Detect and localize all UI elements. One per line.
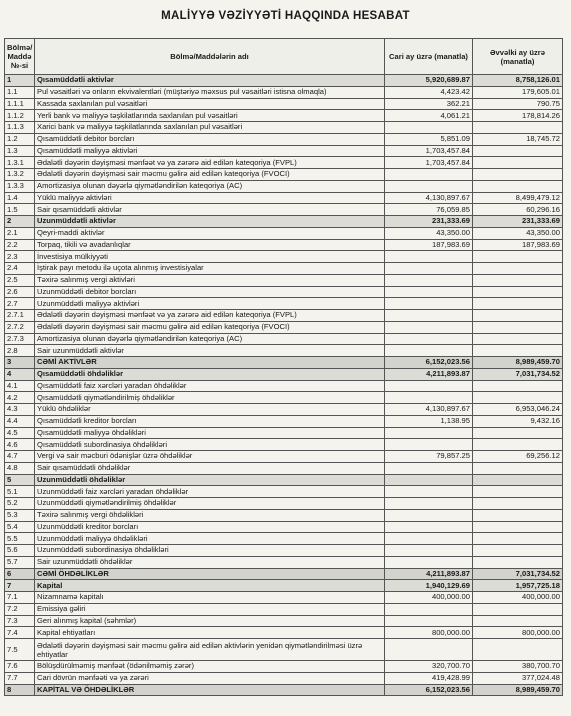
table-row (5, 639, 563, 661)
row-previous-value (473, 521, 563, 533)
table-row (5, 122, 563, 134)
row-previous-value: 9,432.16 (473, 415, 563, 427)
table-row (5, 75, 563, 87)
row-name: Xarici bank və maliyyə təşkilatlarında saxlanılan pul vəsaitləri (35, 122, 385, 134)
table-row (5, 486, 563, 498)
row-name: Uzunmüddətli maliyyə öhdəlikləri (35, 533, 385, 545)
row-current-value (385, 603, 473, 615)
row-code: 7.2 (5, 603, 35, 615)
table-row (5, 286, 563, 298)
row-previous-value (473, 122, 563, 134)
table-row (5, 357, 563, 369)
row-name: Qısamüddətli maliyyə öhdəlikləri (35, 427, 385, 439)
row-previous-value: 6,953,046.24 (473, 404, 563, 416)
row-name: Uzunmüddətli öhdəliklər (35, 474, 385, 486)
header-name: Bölmə/Maddələrin adı (35, 39, 385, 75)
row-name: Nizamnamə kapitalı (35, 592, 385, 604)
row-name: Yüklü öhdəliklər (35, 404, 385, 416)
row-current-value: 43,350.00 (385, 227, 473, 239)
row-previous-value (473, 145, 563, 157)
row-name: CƏMİ ÖHDƏLİKLƏR (35, 568, 385, 580)
row-code: 5.5 (5, 533, 35, 545)
row-code: 2.7 (5, 298, 35, 310)
table-row (5, 321, 563, 333)
table-row (5, 462, 563, 474)
row-current-value: 1,138.95 (385, 415, 473, 427)
table-row (5, 661, 563, 673)
row-previous-value: 179,605.01 (473, 86, 563, 98)
row-name: Uzunmüddətli qiymətləndirilmiş öhdəliklər (35, 498, 385, 510)
row-code: 2 (5, 216, 35, 228)
row-previous-value (473, 274, 563, 286)
row-previous-value (473, 639, 563, 661)
row-name: Uzunmüddətli debitor borcları (35, 286, 385, 298)
row-current-value: 79,857.25 (385, 451, 473, 463)
row-code: 5.1 (5, 486, 35, 498)
row-current-value (385, 169, 473, 181)
row-name: Təxirə salınmış vergi öhdəlikləri (35, 509, 385, 521)
row-code: 2.5 (5, 274, 35, 286)
row-previous-value: 7,031,734.52 (473, 368, 563, 380)
row-current-value: 6,152,023.56 (385, 684, 473, 696)
row-name: Ədalətli dəyərin dəyişməsi sair məcmu gəlirə aid edilən kateqoriya (FVOCI) (35, 321, 385, 333)
row-code: 8 (5, 684, 35, 696)
row-current-value (385, 639, 473, 661)
table-row (5, 545, 563, 557)
row-name: Qısamüddətli maliyyə aktivləri (35, 145, 385, 157)
row-previous-value (473, 533, 563, 545)
row-previous-value (473, 486, 563, 498)
row-current-value (385, 392, 473, 404)
row-code: 1.3.3 (5, 180, 35, 192)
header-previous-month: Əvvəlki ay üzrə (manatla) (473, 39, 563, 75)
row-previous-value (473, 345, 563, 357)
row-current-value: 4,061.21 (385, 110, 473, 122)
row-current-value: 4,211,893.87 (385, 368, 473, 380)
row-previous-value (473, 498, 563, 510)
table-row (5, 580, 563, 592)
row-name: Amortizasiya olunan dəyərlə qiymətləndirilən kateqoriya (AC) (35, 180, 385, 192)
row-previous-value (473, 545, 563, 557)
row-current-value (385, 427, 473, 439)
row-previous-value (473, 169, 563, 181)
row-name: Geri alınmış kapital (səhmlər) (35, 615, 385, 627)
row-current-value: 4,130,897.67 (385, 404, 473, 416)
table-body (5, 75, 563, 696)
row-previous-value: 8,758,126.01 (473, 75, 563, 87)
row-previous-value (473, 462, 563, 474)
row-current-value (385, 298, 473, 310)
row-name: Ədalətli dəyərin dəyişməsi mənfəət və ya zərərə aid edilən kateqoriya (FVPL) (35, 310, 385, 322)
row-current-value: 1,703,457.84 (385, 145, 473, 157)
row-name: Yerli bank və maliyyə təşkilatlarında saxlanılan pul vəsaitləri (35, 110, 385, 122)
row-previous-value: 7,031,734.52 (473, 568, 563, 580)
row-name: Pul vəsaitləri və onların ekvivalentləri (müştəriyə məxsus pul vəsaitləri istisna olmaqla) (35, 86, 385, 98)
row-name: Uzunmüddətli maliyyə aktivləri (35, 298, 385, 310)
row-current-value (385, 521, 473, 533)
row-previous-value: 187,983.69 (473, 239, 563, 251)
table-row (5, 439, 563, 451)
row-code: 7.3 (5, 615, 35, 627)
row-name: Qısamüddətli öhdəliklər (35, 368, 385, 380)
row-code: 4.1 (5, 380, 35, 392)
table-row (5, 404, 563, 416)
row-current-value (385, 556, 473, 568)
table-row (5, 333, 563, 345)
table-row (5, 298, 563, 310)
row-current-value: 1,703,457.84 (385, 157, 473, 169)
row-code: 2.8 (5, 345, 35, 357)
row-current-value (385, 533, 473, 545)
row-previous-value (473, 603, 563, 615)
row-previous-value: 8,989,459.70 (473, 684, 563, 696)
table-row (5, 192, 563, 204)
row-current-value (385, 251, 473, 263)
row-code: 1.1 (5, 86, 35, 98)
row-code: 4.2 (5, 392, 35, 404)
table-row (5, 169, 563, 181)
table-row (5, 592, 563, 604)
row-previous-value (473, 321, 563, 333)
row-name: Vergi və sair məcburi ödənişlər üzrə öhdəliklər (35, 451, 385, 463)
table-row (5, 521, 563, 533)
row-code: 4.5 (5, 427, 35, 439)
table-row (5, 474, 563, 486)
row-current-value: 362.21 (385, 98, 473, 110)
row-code: 2.1 (5, 227, 35, 239)
row-code: 1.3.1 (5, 157, 35, 169)
row-previous-value (473, 333, 563, 345)
table-row (5, 368, 563, 380)
row-code: 4.6 (5, 439, 35, 451)
row-current-value: 231,333.69 (385, 216, 473, 228)
row-code: 5.6 (5, 545, 35, 557)
row-code: 7.1 (5, 592, 35, 604)
row-code: 1 (5, 75, 35, 87)
row-code: 1.5 (5, 204, 35, 216)
row-name: Uzunmüddətli faiz xərcləri yaradan öhdəliklər (35, 486, 385, 498)
row-code: 1.3 (5, 145, 35, 157)
row-previous-value: 380,700.70 (473, 661, 563, 673)
row-current-value: 800,000.00 (385, 627, 473, 639)
row-previous-value: 8,989,459.70 (473, 357, 563, 369)
row-previous-value (473, 298, 563, 310)
row-current-value (385, 439, 473, 451)
row-previous-value (473, 474, 563, 486)
row-code: 1.4 (5, 192, 35, 204)
row-name: İştirak payı metodu ilə uçota alınmış investisiyalar (35, 263, 385, 275)
row-name: Qısamüddətli aktivlər (35, 75, 385, 87)
row-current-value (385, 310, 473, 322)
table-row (5, 427, 563, 439)
row-current-value: 4,130,897.67 (385, 192, 473, 204)
row-current-value (385, 462, 473, 474)
table-row (5, 157, 563, 169)
row-current-value: 6,152,023.56 (385, 357, 473, 369)
table-row (5, 110, 563, 122)
row-previous-value (473, 509, 563, 521)
table-row (5, 239, 563, 251)
table-row (5, 684, 563, 696)
row-previous-value (473, 392, 563, 404)
row-previous-value: 790.75 (473, 98, 563, 110)
row-code: 7.4 (5, 627, 35, 639)
row-name: Ədalətli dəyərin dəyişməsi sair məcmu gəlirə aid edilən aktivlərin yenidən qiymətləndirilməsi üzrə ehtiyatlar (35, 639, 385, 661)
table-row (5, 533, 563, 545)
table-row (5, 345, 563, 357)
row-code: 7.5 (5, 639, 35, 661)
row-name: Uzunmüddətli subordinasiya öhdəlikləri (35, 545, 385, 557)
row-code: 5 (5, 474, 35, 486)
row-name: Kapital (35, 580, 385, 592)
row-current-value: 187,983.69 (385, 239, 473, 251)
row-code: 4.8 (5, 462, 35, 474)
row-code: 6 (5, 568, 35, 580)
row-current-value (385, 345, 473, 357)
table-row (5, 615, 563, 627)
row-previous-value (473, 157, 563, 169)
row-current-value: 76,059.85 (385, 204, 473, 216)
table-header (5, 39, 563, 75)
row-name: Torpaq, tikili və avadanlıqlar (35, 239, 385, 251)
row-name: Kapital ehtiyatları (35, 627, 385, 639)
row-previous-value: 60,296.16 (473, 204, 563, 216)
row-code: 1.1.3 (5, 122, 35, 134)
row-code: 1.3.2 (5, 169, 35, 181)
row-previous-value (473, 310, 563, 322)
table-row (5, 98, 563, 110)
row-code: 2.7.1 (5, 310, 35, 322)
row-current-value: 4,211,893.87 (385, 568, 473, 580)
row-code: 7 (5, 580, 35, 592)
row-previous-value (473, 251, 563, 263)
row-name: KAPİTAL VƏ ÖHDƏLİKLƏR (35, 684, 385, 696)
table-row (5, 310, 563, 322)
table-row (5, 133, 563, 145)
row-code: 5.3 (5, 509, 35, 521)
row-current-value (385, 509, 473, 521)
row-current-value (385, 380, 473, 392)
row-previous-value (473, 439, 563, 451)
row-previous-value: 1,957,725.18 (473, 580, 563, 592)
row-previous-value (473, 427, 563, 439)
row-previous-value (473, 380, 563, 392)
row-current-value: 400,000.00 (385, 592, 473, 604)
row-name: Uzunmüddətli aktivlər (35, 216, 385, 228)
row-name: Qeyri-maddi aktivlər (35, 227, 385, 239)
row-code: 2.7.3 (5, 333, 35, 345)
table-row (5, 204, 563, 216)
row-name: Kassada saxlanılan pul vəsaitləri (35, 98, 385, 110)
report-title: MALİYYƏ VƏZİYYƏTİ HAQQINDA HESABAT (161, 10, 410, 22)
table-row (5, 180, 563, 192)
row-current-value: 5,851.09 (385, 133, 473, 145)
row-name: CƏMİ AKTİVLƏR (35, 357, 385, 369)
table-row (5, 509, 563, 521)
header-code: Bölmə/ Maddə №-si (5, 39, 35, 75)
row-code: 5.2 (5, 498, 35, 510)
row-previous-value (473, 556, 563, 568)
row-name: Amortizasiya olunan dəyərlə qiymətləndirilən kateqoriya (AC) (35, 333, 385, 345)
row-previous-value (473, 263, 563, 275)
row-code: 2.2 (5, 239, 35, 251)
row-name: Sair uzunmüddətli aktivlər (35, 345, 385, 357)
table-row (5, 603, 563, 615)
row-current-value (385, 263, 473, 275)
row-previous-value: 18,745.72 (473, 133, 563, 145)
row-previous-value (473, 286, 563, 298)
table-row (5, 451, 563, 463)
header-current-month: Cari ay üzrə (manatla) (385, 39, 473, 75)
row-current-value: 1,940,129.69 (385, 580, 473, 592)
row-name: Qısamüddətli kreditor borcları (35, 415, 385, 427)
table-row (5, 627, 563, 639)
table-row (5, 216, 563, 228)
row-previous-value: 43,350.00 (473, 227, 563, 239)
row-code: 4.4 (5, 415, 35, 427)
row-previous-value: 69,256.12 (473, 451, 563, 463)
table-row (5, 392, 563, 404)
row-current-value: 5,920,689.87 (385, 75, 473, 87)
row-code: 4.7 (5, 451, 35, 463)
table-row (5, 556, 563, 568)
row-name: Sair uzunmüddətli öhdəliklər (35, 556, 385, 568)
row-current-value (385, 180, 473, 192)
row-previous-value: 800,000.00 (473, 627, 563, 639)
table-row (5, 498, 563, 510)
row-name: İnvestisiya mülkiyyəti (35, 251, 385, 263)
row-code: 2.7.2 (5, 321, 35, 333)
table-row (5, 251, 563, 263)
row-previous-value (473, 180, 563, 192)
row-current-value: 320,700.70 (385, 661, 473, 673)
row-current-value (385, 286, 473, 298)
row-name: Bölüşdürülməmiş mənfəət (ödənilməmiş zərər) (35, 661, 385, 673)
row-current-value: 4,423.42 (385, 86, 473, 98)
row-code: 1.1.2 (5, 110, 35, 122)
table-row (5, 672, 563, 684)
row-current-value (385, 545, 473, 557)
row-current-value (385, 122, 473, 134)
row-code: 1.2 (5, 133, 35, 145)
row-code: 4 (5, 368, 35, 380)
table-row (5, 263, 563, 275)
row-name: Ədalətli dəyərin dəyişməsi mənfəət və ya zərərə aid edilən kateqoriya (FVPL) (35, 157, 385, 169)
row-current-value: 419,428.99 (385, 672, 473, 684)
table-row (5, 415, 563, 427)
row-code: 2.3 (5, 251, 35, 263)
row-name: Uzunmüddətli kreditor borcları (35, 521, 385, 533)
row-code: 7.7 (5, 672, 35, 684)
row-name: Qısamüddətli qiymətləndirilmiş öhdəliklər (35, 392, 385, 404)
row-current-value (385, 321, 473, 333)
row-name: Cari dövrün mənfəəti və ya zərəri (35, 672, 385, 684)
table-row (5, 274, 563, 286)
row-previous-value: 8,499,479.12 (473, 192, 563, 204)
row-name: Sair qısamüddətli öhdəliklər (35, 462, 385, 474)
row-name: Yüklü maliyyə aktivləri (35, 192, 385, 204)
table-row (5, 145, 563, 157)
row-current-value (385, 486, 473, 498)
balance-sheet-table (4, 38, 563, 696)
row-code: 5.7 (5, 556, 35, 568)
row-name: Ədalətli dəyərin dəyişməsi sair məcmu gəlirə aid edilən kateqoriya (FVOCI) (35, 169, 385, 181)
row-previous-value (473, 615, 563, 627)
row-name: Qısamüddətli faiz xərcləri yaradan öhdəliklər (35, 380, 385, 392)
table-row (5, 568, 563, 580)
row-previous-value: 178,814.26 (473, 110, 563, 122)
row-name: Təxirə salınmış vergi aktivləri (35, 274, 385, 286)
row-current-value (385, 615, 473, 627)
row-code: 3 (5, 357, 35, 369)
row-code: 2.4 (5, 263, 35, 275)
row-current-value (385, 274, 473, 286)
row-previous-value: 231,333.69 (473, 216, 563, 228)
row-previous-value: 400,000.00 (473, 592, 563, 604)
row-code: 2.6 (5, 286, 35, 298)
row-code: 4.3 (5, 404, 35, 416)
row-name: Emissiya gəliri (35, 603, 385, 615)
row-code: 5.4 (5, 521, 35, 533)
row-name: Sair qısamüddətli aktivlər (35, 204, 385, 216)
row-current-value (385, 474, 473, 486)
row-name: Qısamüddətli subordinasiya öhdəlikləri (35, 439, 385, 451)
row-name: Qısamüddətli debitor borcları (35, 133, 385, 145)
row-current-value (385, 498, 473, 510)
row-code: 7.6 (5, 661, 35, 673)
row-previous-value: 377,024.48 (473, 672, 563, 684)
table-row (5, 380, 563, 392)
row-code: 1.1.1 (5, 98, 35, 110)
row-current-value (385, 333, 473, 345)
table-row (5, 227, 563, 239)
table-row (5, 86, 563, 98)
